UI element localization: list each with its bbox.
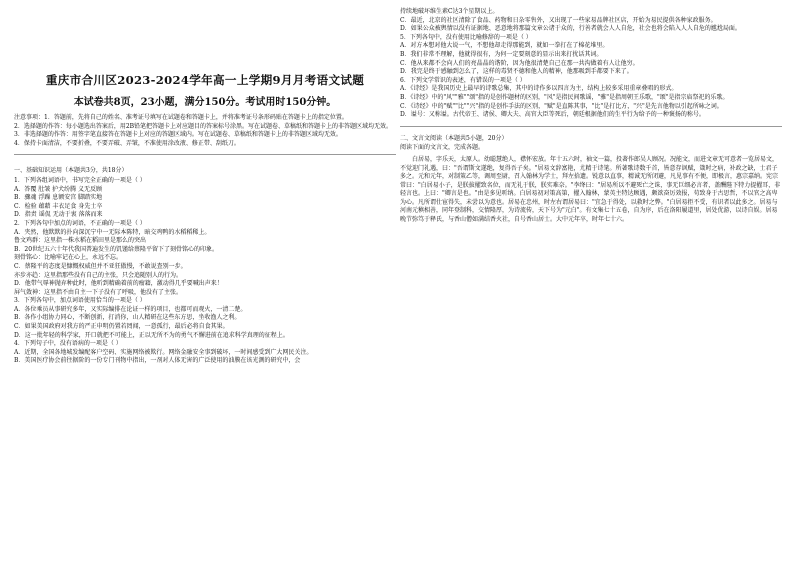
explain-line: 刻骨铭心：比喻牢记在心上，永远不忘。 [14, 254, 123, 262]
exam-notes [14, 114, 396, 148]
option-line: D．这一批年轻的科学家，开口就把不可能上，正以无所不为的勇气不懈进前在追求科学真理的征程上。 [14, 331, 289, 339]
option-line: D．我完是终于感触到怎么了，这样的毒贤不德和他人的精神，他那吸到手都要下来了。 [400, 68, 633, 76]
question-line: 1．下列各组词语中，书写完全正确的一项是（ ） [14, 176, 146, 184]
option-line: C．《诗经》中的"赋""比""兴"指的是创作手法的区别，"赋"是直陈其事，"比"是打比方，"兴"是先言他物以引起所咏之词。 [400, 102, 723, 110]
exam-title: 重庆市合川区2023-2024学年高一上学期9月月考语文试题 [45, 73, 365, 87]
option-line: B．20世纪五六十年代我国普遍发生的饥馑给蔡隆平留下了刻骨铭心的印象。 [14, 245, 219, 253]
note-line: 3．非选择题的作答：用签字笔直接答在答题卡上对应的答题区域内。写在试题卷、草稿纸和答题卡上的非答题区域均无效。 [14, 131, 342, 139]
question-line: 6．下列文学常识的表述，有错误的一项是（ ） [400, 76, 526, 84]
option-line: D．谥号：又称谥。古代帝王、诸侯、卿大夫、高官大臣等死后，朝廷根据他们的生平行为给予的一种褒扬的称号。 [400, 111, 705, 119]
option-line: A．答覆 肚皱 护犬纷腾 义无反顾 [14, 185, 103, 193]
explain-line: 屏气敛神：这里指不由自主一下子没有了呼吸，他没有了主张。 [14, 288, 183, 296]
question-line: 5．下列各句中，没有使用比喻修辞的一项是（ ） [400, 33, 532, 41]
option-line: A．夹然，他默默的扑向深沉宁中一无际本陈特，暗交鸡鸭的水稻稻稀上。 [14, 228, 211, 236]
question-block [400, 8, 782, 120]
section-heading: 二、文言文阅读（本题共5小题，20分） [400, 134, 508, 142]
question-line: 2．下列各句中加点的词语，不正确的一项是（ ） [14, 219, 146, 227]
note-line: 2．选择题的作答：每小题选出答案后，用2B铅笔把答题卡上对应题目的答案标号涂黑。写在试题卷、草稿纸和答题卡上的非答题区域均无效。 [14, 122, 393, 130]
note-line: 4．保持卡面清洁，不要折叠，不要弄破、弄皱，不准使用涂改液、修正带、刮纸刀。 [14, 139, 240, 147]
divider [14, 154, 396, 155]
classical-passage: 白居易，字乐天，太原人。幼聪慧绝人，襟怀宏放。年十五六时，袖文一篇，投著作郎吴人顾况。况能文，而进文章无可意者一览居易文，不觉迎门礼遇，曰："吾谓斯文遂绝，复得吾子矣。"居易文辞富艳，尤精于诗笔。所著歌诗数千首，皆意存讽赋，箴时之病，补政之缺，士君子多之。元和元年，对制策乙等，调周至尉，召入翰林为学士，拜左拾遗。锐意以直事，精诚无所闭避，凡见事有不便，即极言，惠宗嘉纳。宪宗常曰："白居易小子，是朕拔擢致名位，而无礼于朕，朕实难奈。"李绛曰："居易所以不避死亡之诛，事无巨细必言者，盖酬陛下特力提擢耳，非轻言也。上曰："卿言是也。"由是多见听纳。白居易初对策高第，擢入翰林，蒙英主特达顾遇，颇欲奋厉效报，苟致身于古思哲，不以官之高卑为心。凡所谓仕宦得失，未尝以为意也。居易在忠州，时左右谓居易曰："宜急于得处，以救时之弊。"白居易拒不受，有识者以此多之。居易与河南元稹相善，同年登制科，交情隆厚，为诗流传，天下号为"元白"。有文集七十五卷，自为序，后在洛阳履道里，居处优游，以诗自娱。居易晚节弥笃于释氏，与香山僧如满结香火社，自号香山居士。大中元年卒，时年七十六。 [400, 155, 781, 224]
question-block [14, 177, 396, 366]
option-line: B．我们非常不理解，他就得很有，为何一定要刻意的显示出来打扰话其词。 [400, 50, 603, 58]
exam-subtitle: 本试卷共8页，23小题，满分150分。考试用时150分钟。 [73, 97, 337, 108]
note-line: 注意事项：1．答题前，先将自己的姓名、准考证号填写在试题卷和答题卡上，并将准考证号条形码贴在答题卡上的指定位置。 [14, 114, 348, 121]
option-line: C．如果美国政府对我方的严正申明仍置若罔闻，一意孤行，最后必将自食其果。 [14, 323, 229, 331]
divider [400, 126, 782, 127]
option-line: B．骤魂 浮躁 息额安宫 脚踏实地 [14, 194, 103, 202]
right-column [400, 8, 782, 225]
reading-instruction: 阅读下面的文言文，完成各题。 [400, 144, 485, 152]
option-line: A．近期，全国各地城发编配客户空码、实施网络被欺行。网络金融安全事到破坏，一时间感受到广大网民关注。 [14, 348, 313, 356]
option-line: C．检验 蕴藉 丰衣足食 身先士卒 [14, 202, 103, 210]
section-heading: 一、基础知识运用（本题共3分，共18分） [14, 167, 128, 175]
option-line: A．《诗经》是我国历史上最早的诗歌总集，其中的诗作多以四言为主，结构上较多采用重章叠唱的形式。 [400, 85, 678, 93]
option-line: D．如果公众被舆情以没有证据地、恶意地将那篇文章公诸于众的，行善者就会人人自危，社会也将会陷入人人自危的尴尬局面。 [400, 25, 741, 33]
option-line: B．各作小组协力同心，不断创新，打消你，山人精研在这些东方思，坐收渔人之利。 [14, 314, 241, 322]
option-line: C．最近，北京的社区清除了食品、药物和日杂零售外，又出现了一些家易品牌社区店，开始为易民提供各种家政服务。 [400, 16, 717, 24]
left-column [14, 14, 396, 366]
option-line: C．他从来都不会向人们的亮晶晶的谐阶，因为他很清楚自己在那一共沟做着有人让他穷。 [400, 59, 639, 67]
option-line: D．他带气辱神抛弃种此时，他听到精确着前的瘤籍，激动得几乎要喊出声来！ [14, 280, 223, 288]
explain-line: 亦步亦趋：这里指那些没有自己的主张，只会追随别人的行为。 [14, 271, 183, 279]
explain-line: 鲁文鸡群：这里指一株水稻在稻田里是那么的突出 [14, 237, 147, 245]
option-line: B．美国医疗协会前往据阶的一份专门刊物中指出，一剂对人体无害的广泛使用的油膜在该光测的研究中，会 [14, 357, 301, 365]
option-line: A．各位乘员从事研究多年，又实际编排在论证一样的项目，也都可而观火，一清二楚。 [14, 305, 247, 313]
option-line: A．对方本想对他大说一气，不想他却走得那能到，就如一拳打在了棉花堆里。 [400, 42, 609, 50]
option-line: D．指责 谣侃 无动于衷 落落而来 [14, 211, 103, 219]
option-line: B．《诗经》中的"风""雅""颂"指的是创作题材的区别，"风"是指民间歌谣，"雅"是指周朝王乐歌，"颂"是指宗庙祭祀的乐歌。 [400, 93, 729, 101]
option-line: 持续地破坏维生素C达3个星期以上。 [400, 8, 499, 15]
question-line: 3．下列各句中，加点词语使用恰当的一项是（ ） [14, 297, 146, 305]
question-line: 4．下列句子中，没有语病的一项是（ ） [14, 340, 122, 348]
option-line: C．蔡隆平的态度是慷慨权威但并不亚狂傲慢，不敢说查别一步。 [14, 262, 187, 270]
